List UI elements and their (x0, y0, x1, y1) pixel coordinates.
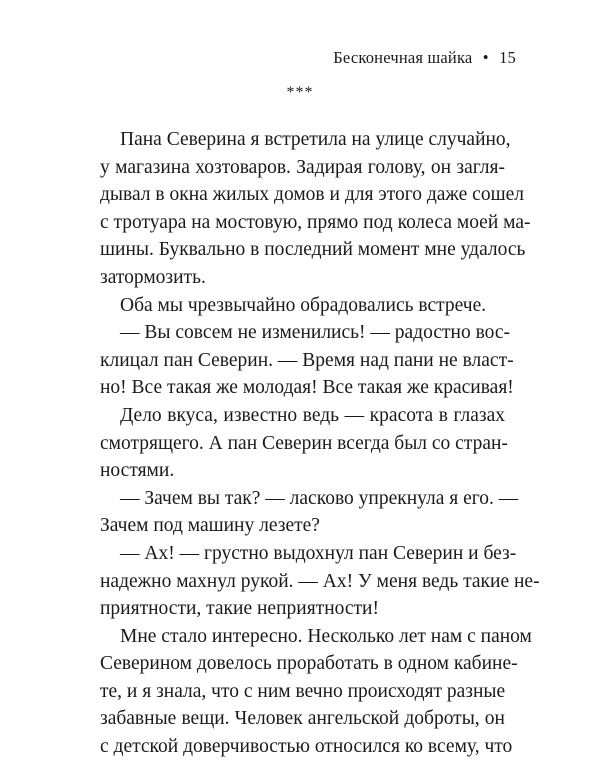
text-line: надежно махнул рукой. — Ах! У меня ведь такие не- (100, 570, 540, 592)
body-text (100, 126, 540, 761)
text-line: Северином довелось проработать в одном кабине- (100, 653, 518, 675)
text-line: шины. Буквально в последний момент мне удалось (100, 239, 526, 261)
header-separator: • (482, 48, 489, 67)
page-number: 15 (499, 48, 516, 67)
text-line: с детской доверчивостью относился ко всему, что (100, 736, 513, 758)
text-line: приятности, такие неприятности! (100, 598, 379, 620)
text-line: у магазина хозтоваров. Задирая голову, он загля- (100, 156, 505, 178)
text-line: те, и я знала, что с ним вечно происходят разные (100, 680, 506, 702)
text-line: смотрящего. А пан Северин всегда был со стран- (100, 432, 508, 454)
text-line: дывал в окна жилых домов и для этого даже сошел (100, 184, 524, 206)
text-line: клицал пан Северин. — Время над пани не власт- (100, 349, 514, 371)
text-line: Зачем под машину лезете? (100, 515, 320, 537)
text-line: — Ах! — грустно выдохнул пан Северин и без- (120, 542, 517, 564)
book-title: Бесконечная шайка (333, 48, 473, 67)
running-head (333, 48, 516, 68)
text-line: — Вы совсем не изменились! — радостно вос- (120, 322, 511, 344)
text-line: но! Все такая же молодая! Все такая же красивая! (100, 377, 514, 399)
text-line: Оба мы чрезвычайно обрадовались встрече. (120, 294, 487, 316)
text-line: затормозить. (100, 266, 206, 288)
text-line: ностями. (100, 460, 175, 482)
text-line: Пана Северина я встретила на улице случайно, (120, 129, 511, 150)
text-line: — Зачем вы так? — ласково упрекнула я его. — (120, 487, 519, 509)
section-divider: *** (286, 84, 314, 101)
text-line: Мне стало интересно. Несколько лет нам с паном (120, 625, 532, 647)
text-line: с тротуара на мостовую, прямо под колеса моей ма- (100, 211, 531, 233)
text-line: Дело вкуса, известно ведь — красота в глазах (120, 404, 505, 426)
text-line: забавные вещи. Человек ангельской доброты, он (100, 708, 505, 730)
